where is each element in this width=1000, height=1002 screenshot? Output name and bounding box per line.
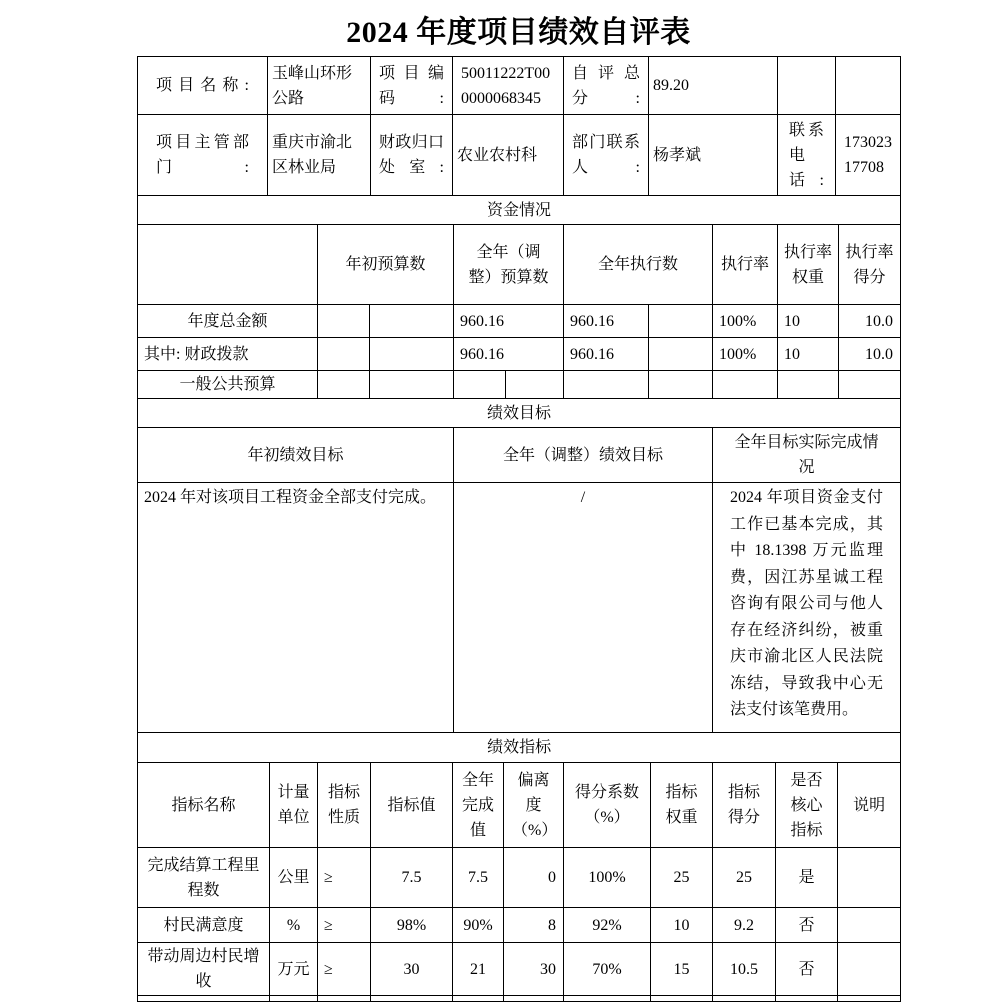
indicators-section-title: 绩效指标 bbox=[138, 733, 901, 763]
funding-table bbox=[137, 195, 901, 399]
empty-cell bbox=[318, 338, 370, 371]
empty-cell bbox=[778, 57, 836, 115]
actual-completion-text: 2024 年项目资金支付工作已基本完成，其中 18.1398 万元监理费，因江苏星诚工程咨询有限公司与他人存在经济纠纷，被重庆市渝北区人民法院冻结，导致我中心无法支付该笔费用。 bbox=[713, 483, 901, 733]
project-code-label: 项目编码: bbox=[371, 57, 453, 115]
indicator-row-satisfaction bbox=[138, 908, 901, 943]
funding-row-public-budget bbox=[138, 371, 901, 399]
funding-header-row bbox=[138, 225, 901, 305]
indicator-name: 完成结算工程里程数 bbox=[138, 848, 270, 908]
project-name-value: 玉峰山环形公路 bbox=[268, 57, 371, 115]
empty-cell bbox=[776, 996, 838, 1002]
goals-section-title: 绩效目标 bbox=[138, 399, 901, 428]
indicator-weight: 25 bbox=[651, 848, 713, 908]
empty-cell bbox=[836, 57, 901, 115]
indicator-header-target: 指标值 bbox=[371, 763, 453, 848]
empty-cell bbox=[370, 338, 454, 371]
indicator-header-unit: 计量单位 bbox=[270, 763, 318, 848]
document-page bbox=[137, 0, 900, 1002]
project-info-table bbox=[137, 56, 901, 196]
project-code-value: 50011222T000000068345 bbox=[453, 57, 564, 115]
project-name-label: 项目名称: bbox=[138, 57, 268, 115]
funding-executed: 960.16 bbox=[564, 305, 649, 338]
empty-cell bbox=[318, 305, 370, 338]
empty-cell bbox=[564, 996, 651, 1002]
funding-row-total bbox=[138, 305, 901, 338]
goals-header-row bbox=[138, 428, 901, 483]
funding-header-execution-rate: 执行率 bbox=[713, 225, 778, 305]
indicator-header-coefficient: 得分系数（%） bbox=[564, 763, 651, 848]
indicator-unit: 万元 bbox=[270, 943, 318, 996]
funding-header-executed: 全年执行数 bbox=[564, 225, 713, 305]
empty-cell bbox=[649, 371, 713, 399]
funding-header-rate-score: 执行率得分 bbox=[839, 225, 901, 305]
indicator-coefficient: 70% bbox=[564, 943, 651, 996]
empty-cell bbox=[371, 996, 453, 1002]
indicator-score: 10.5 bbox=[713, 943, 776, 996]
empty-cell bbox=[454, 371, 506, 399]
indicator-core: 是 bbox=[776, 848, 838, 908]
indicator-target: 98% bbox=[371, 908, 453, 943]
goals-data-row bbox=[138, 483, 901, 733]
self-score-label: 自评总分: bbox=[564, 57, 649, 115]
indicator-completed: 90% bbox=[453, 908, 504, 943]
empty-cell bbox=[453, 996, 504, 1002]
goals-header-actual: 全年目标实际完成情况 bbox=[713, 428, 901, 483]
indicator-unit: 公里 bbox=[270, 848, 318, 908]
empty-cell bbox=[138, 225, 318, 305]
indicator-nature: ≥ bbox=[318, 848, 371, 908]
empty-cell bbox=[138, 996, 270, 1002]
indicator-name: 村民满意度 bbox=[138, 908, 270, 943]
indicator-coefficient: 100% bbox=[564, 848, 651, 908]
empty-cell bbox=[370, 371, 454, 399]
indicator-score: 9.2 bbox=[713, 908, 776, 943]
indicator-row-mileage bbox=[138, 848, 901, 908]
empty-cell bbox=[318, 996, 371, 1002]
indicator-score: 25 bbox=[713, 848, 776, 908]
indicator-header-completed: 全年完成值 bbox=[453, 763, 504, 848]
project-info-row-1 bbox=[138, 57, 901, 115]
empty-cell bbox=[649, 338, 713, 371]
goals-header-adjusted: 全年（调整）绩效目标 bbox=[454, 428, 713, 483]
funding-row-fiscal bbox=[138, 338, 901, 371]
funding-header-rate-weight: 执行率权重 bbox=[778, 225, 839, 305]
empty-cell bbox=[270, 996, 318, 1002]
funding-row-label: 年度总金额 bbox=[138, 305, 318, 338]
empty-cell bbox=[506, 371, 564, 399]
indicator-target: 30 bbox=[371, 943, 453, 996]
indicator-row-partial bbox=[138, 996, 901, 1002]
empty-cell bbox=[318, 371, 370, 399]
empty-cell bbox=[778, 371, 839, 399]
empty-cell bbox=[713, 996, 776, 1002]
funding-weight: 10 bbox=[778, 305, 839, 338]
indicator-core: 否 bbox=[776, 908, 838, 943]
indicator-deviation: 8 bbox=[504, 908, 564, 943]
indicator-weight: 10 bbox=[651, 908, 713, 943]
funding-executed: 960.16 bbox=[564, 338, 649, 371]
indicator-nature: ≥ bbox=[318, 908, 371, 943]
funding-execution-rate: 100% bbox=[713, 305, 778, 338]
goals-section-row bbox=[138, 399, 901, 428]
dept-value: 重庆市渝北区林业局 bbox=[268, 115, 371, 196]
finance-office-label: 财政归口处室: bbox=[371, 115, 453, 196]
initial-goal-text: 2024 年对该项目工程资金全部支付完成。 bbox=[138, 483, 454, 733]
funding-execution-rate: 100% bbox=[713, 338, 778, 371]
indicator-name: 带动周边村民增收 bbox=[138, 943, 270, 996]
indicators-header-row bbox=[138, 763, 901, 848]
indicators-section-row bbox=[138, 733, 901, 763]
indicator-deviation: 0 bbox=[504, 848, 564, 908]
dept-label: 项目主管部门: bbox=[138, 115, 268, 196]
empty-cell bbox=[839, 371, 901, 399]
funding-adjusted-budget: 960.16 bbox=[454, 338, 564, 371]
indicator-note bbox=[838, 848, 901, 908]
funding-weight: 10 bbox=[778, 338, 839, 371]
self-score-value: 89.20 bbox=[649, 57, 778, 115]
contact-value: 杨孝斌 bbox=[649, 115, 778, 196]
indicator-completed: 21 bbox=[453, 943, 504, 996]
indicator-header-core: 是否核心指标 bbox=[776, 763, 838, 848]
empty-cell bbox=[504, 996, 564, 1002]
funding-section-row bbox=[138, 196, 901, 225]
indicator-header-weight: 指标权重 bbox=[651, 763, 713, 848]
indicator-header-nature: 指标性质 bbox=[318, 763, 371, 848]
contact-label: 部门联系人: bbox=[564, 115, 649, 196]
indicator-deviation: 30 bbox=[504, 943, 564, 996]
adjusted-goal-text: / bbox=[454, 483, 713, 733]
indicator-target: 7.5 bbox=[371, 848, 453, 908]
funding-header-adjusted-budget: 全年（调整）预算数 bbox=[454, 225, 564, 305]
empty-cell bbox=[713, 371, 778, 399]
phone-value: 17302317708 bbox=[836, 115, 901, 196]
indicator-header-score: 指标得分 bbox=[713, 763, 776, 848]
project-info-row-2 bbox=[138, 115, 901, 196]
indicator-nature: ≥ bbox=[318, 943, 371, 996]
empty-cell bbox=[651, 996, 713, 1002]
funding-header-initial-budget: 年初预算数 bbox=[318, 225, 454, 305]
funding-row-label: 其中: 财政拨款 bbox=[138, 338, 318, 371]
indicator-row-income bbox=[138, 943, 901, 996]
indicator-core: 否 bbox=[776, 943, 838, 996]
indicator-completed: 7.5 bbox=[453, 848, 504, 908]
phone-label: 联系电话: bbox=[778, 115, 836, 196]
doc-title: 2024 年度项目绩效自评表 bbox=[346, 15, 691, 49]
indicators-table bbox=[137, 732, 901, 1002]
indicator-header-name: 指标名称 bbox=[138, 763, 270, 848]
funding-adjusted-budget: 960.16 bbox=[454, 305, 564, 338]
goals-header-initial: 年初绩效目标 bbox=[138, 428, 454, 483]
empty-cell bbox=[370, 305, 454, 338]
funding-score: 10.0 bbox=[839, 338, 901, 371]
indicator-coefficient: 92% bbox=[564, 908, 651, 943]
empty-cell bbox=[564, 371, 649, 399]
funding-row-label: 一般公共预算 bbox=[138, 371, 318, 399]
indicator-header-note: 说明 bbox=[838, 763, 901, 848]
indicator-header-deviation: 偏离度（%） bbox=[504, 763, 564, 848]
empty-cell bbox=[838, 996, 901, 1002]
empty-cell bbox=[649, 305, 713, 338]
indicator-unit: % bbox=[270, 908, 318, 943]
goals-table bbox=[137, 398, 901, 733]
finance-office-value: 农业农村科 bbox=[453, 115, 564, 196]
indicator-note bbox=[838, 943, 901, 996]
funding-section-title: 资金情况 bbox=[138, 196, 901, 225]
indicator-weight: 15 bbox=[651, 943, 713, 996]
funding-score: 10.0 bbox=[839, 305, 901, 338]
indicator-note bbox=[838, 908, 901, 943]
